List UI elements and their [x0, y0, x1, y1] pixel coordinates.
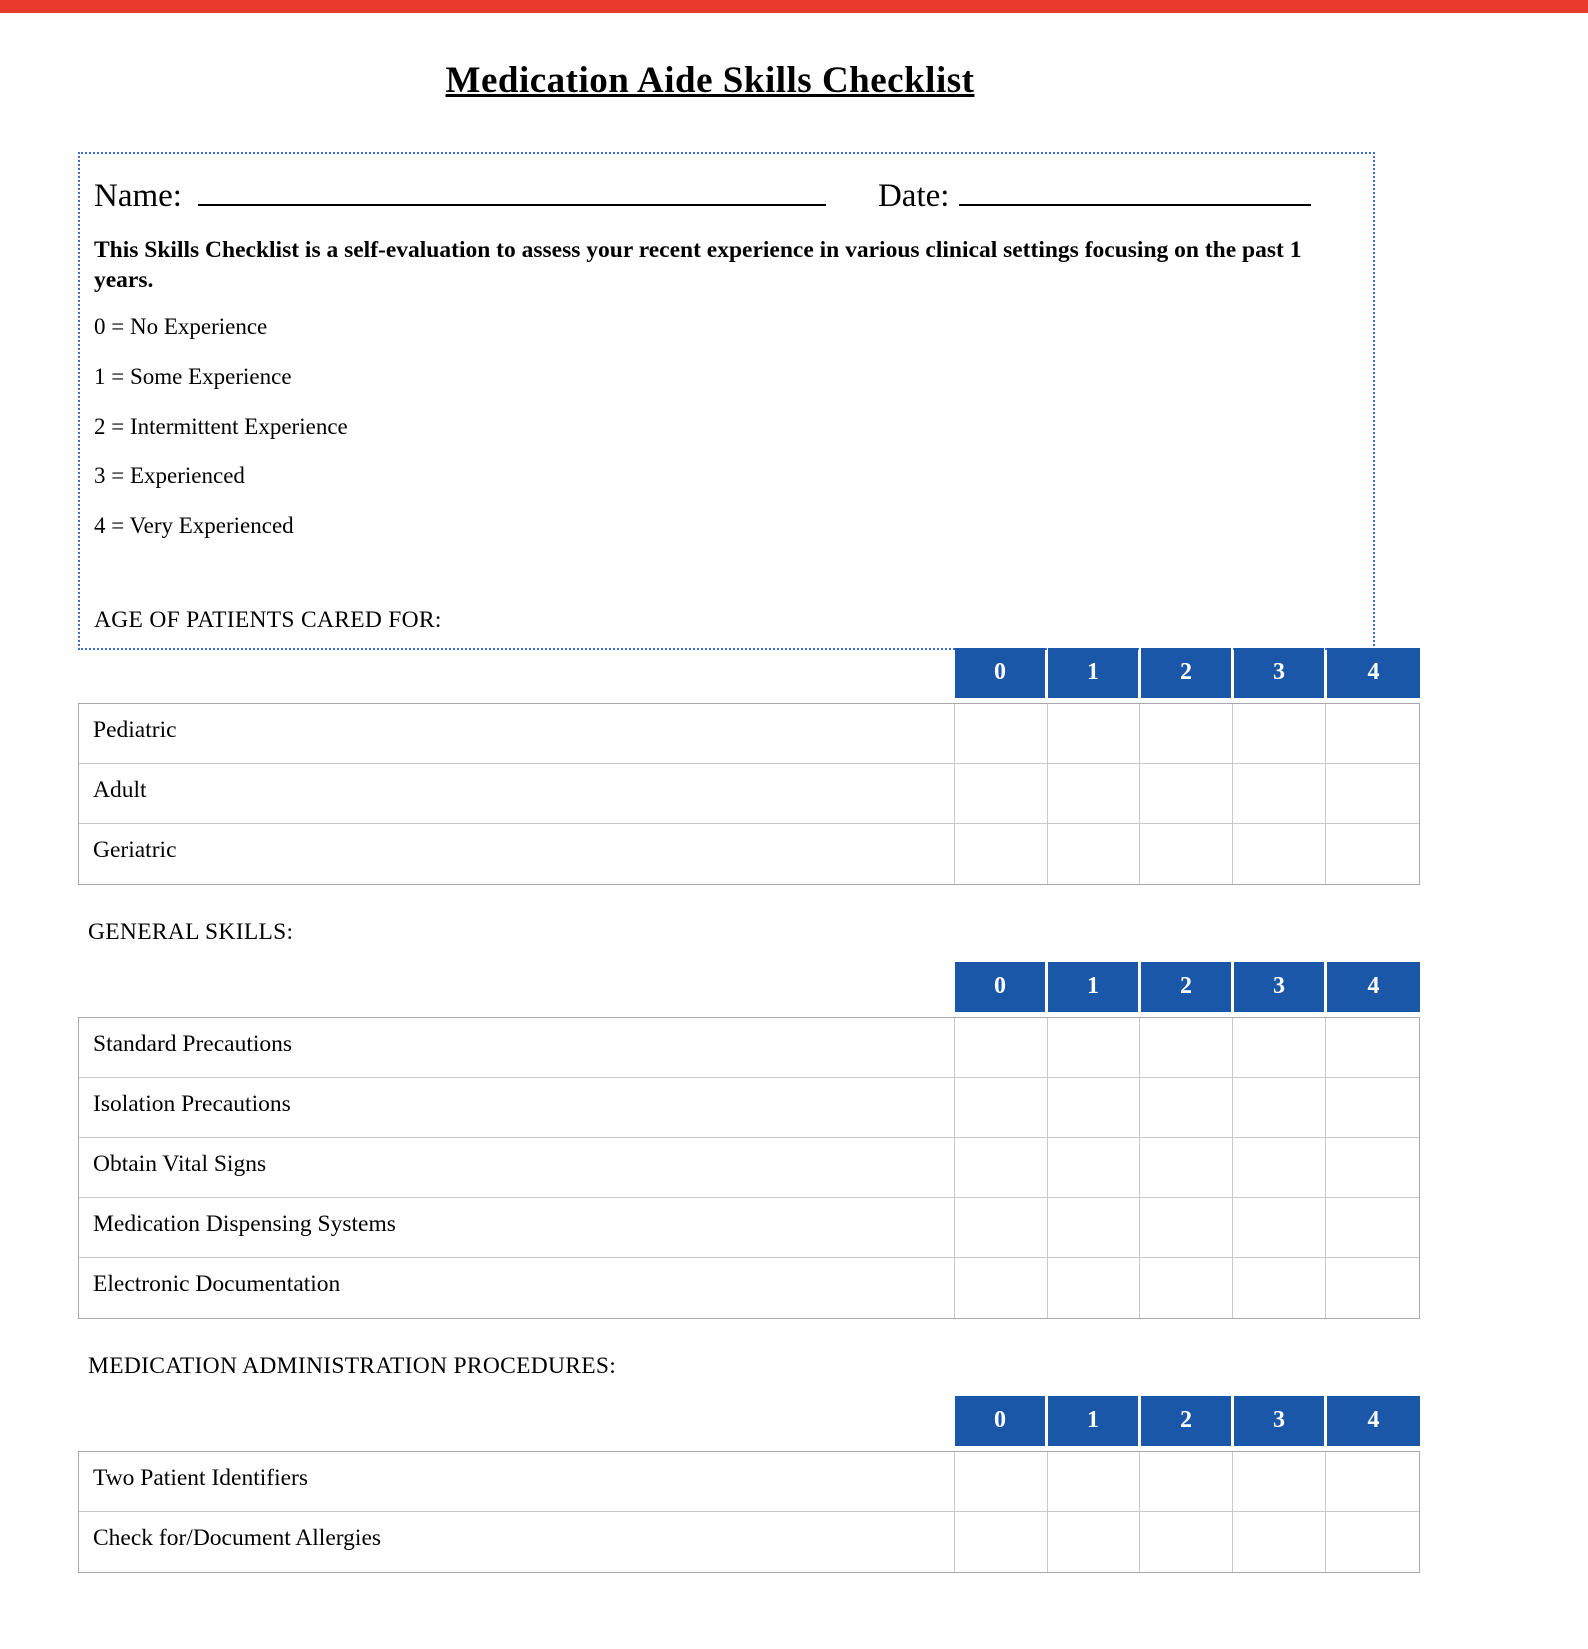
rating-cell[interactable] [1326, 1018, 1419, 1077]
rating-cell[interactable] [1233, 1258, 1326, 1318]
rating-cell[interactable] [955, 1138, 1048, 1197]
rating-scale-legend [94, 313, 1347, 541]
rating-col-1: 1 [1048, 962, 1138, 1012]
table-row [79, 1078, 1419, 1138]
intro-paragraph: This Skills Checklist is a self-evaluation to assess your recent experience in various clinical settings focusing on the past 1 years. [94, 237, 1302, 294]
row-label: Pediatric [79, 704, 955, 763]
rating-cell[interactable] [955, 1512, 1048, 1572]
table-row [79, 1512, 1419, 1572]
row-label: Two Patient Identifiers [79, 1452, 955, 1511]
rating-cell[interactable] [1048, 1512, 1141, 1572]
table-body [78, 1451, 1420, 1573]
name-input-line[interactable] [198, 172, 826, 206]
rating-cell[interactable] [1140, 1198, 1233, 1257]
rating-col-2: 2 [1141, 962, 1231, 1012]
rating-col-4: 4 [1327, 648, 1420, 698]
rating-cell[interactable] [1140, 764, 1233, 823]
rating-header-row [955, 962, 1420, 1012]
rating-col-4: 4 [1327, 962, 1420, 1012]
rating-cell[interactable] [1233, 1452, 1326, 1511]
rating-cell[interactable] [1233, 704, 1326, 763]
rating-cell[interactable] [1233, 824, 1326, 884]
rating-cell[interactable] [1233, 1138, 1326, 1197]
rating-col-3: 3 [1234, 1396, 1324, 1446]
rating-col-1: 1 [1048, 1396, 1138, 1446]
scale-item-0: 0 = No Experience [94, 314, 268, 340]
rating-cell[interactable] [1326, 1452, 1419, 1511]
table-row [79, 764, 1419, 824]
scale-item-1: 1 = Some Experience [94, 363, 292, 389]
rating-col-2: 2 [1141, 648, 1231, 698]
table-row [79, 1138, 1419, 1198]
rating-cell[interactable] [1048, 1138, 1141, 1197]
rating-cell[interactable] [955, 704, 1048, 763]
table-body [78, 1017, 1420, 1319]
rating-cell[interactable] [955, 1078, 1048, 1137]
rating-header-row [955, 648, 1420, 698]
rating-header-row [955, 1396, 1420, 1446]
table-row [79, 1018, 1419, 1078]
rating-cell[interactable] [1326, 1258, 1419, 1318]
rating-cell[interactable] [1140, 1258, 1233, 1318]
rating-cell[interactable] [955, 1198, 1048, 1257]
rating-cell[interactable] [955, 764, 1048, 823]
row-label: Medication Dispensing Systems [79, 1198, 955, 1257]
rating-col-4: 4 [1327, 1396, 1420, 1446]
rating-cell[interactable] [1140, 824, 1233, 884]
table-medication-administration [78, 1396, 1420, 1573]
rating-cell[interactable] [1140, 1078, 1233, 1137]
rating-cell[interactable] [1048, 1452, 1141, 1511]
row-label: Isolation Precautions [79, 1078, 955, 1137]
rating-cell[interactable] [1140, 1512, 1233, 1572]
rating-cell[interactable] [955, 1452, 1048, 1511]
name-label: Name: [94, 178, 182, 214]
rating-cell[interactable] [1048, 1078, 1141, 1137]
rating-cell[interactable] [1140, 1138, 1233, 1197]
rating-cell[interactable] [1140, 1452, 1233, 1511]
rating-cell[interactable] [1326, 704, 1419, 763]
rating-cell[interactable] [1140, 704, 1233, 763]
rating-cell[interactable] [1326, 1512, 1419, 1572]
rating-col-1: 1 [1048, 648, 1138, 698]
date-input-line[interactable] [959, 172, 1311, 206]
rating-col-0: 0 [955, 1396, 1045, 1446]
name-date-row [94, 172, 1347, 215]
rating-cell[interactable] [1326, 1198, 1419, 1257]
rating-cell[interactable] [1326, 1138, 1419, 1197]
rating-col-3: 3 [1234, 962, 1324, 1012]
row-label: Standard Precautions [79, 1018, 955, 1077]
table-row [79, 1198, 1419, 1258]
intro-selection-box [78, 152, 1375, 650]
rating-cell[interactable] [1048, 1258, 1141, 1318]
rating-cell[interactable] [1048, 1198, 1141, 1257]
row-label: Check for/Document Allergies [79, 1512, 955, 1572]
table-general-skills [78, 962, 1420, 1319]
date-label: Date: [877, 178, 950, 214]
table-age-of-patients [78, 648, 1420, 885]
rating-cell[interactable] [1048, 1018, 1141, 1077]
row-label: Obtain Vital Signs [79, 1138, 955, 1197]
section-heading-general-skills: GENERAL SKILLS: [88, 918, 294, 945]
table-row [79, 704, 1419, 764]
page-title: Medication Aide Skills Checklist [445, 60, 975, 101]
rating-col-0: 0 [955, 648, 1045, 698]
rating-cell[interactable] [1326, 1078, 1419, 1137]
rating-cell[interactable] [955, 1258, 1048, 1318]
row-label: Electronic Documentation [79, 1258, 955, 1318]
scale-item-2: 2 = Intermittent Experience [94, 413, 348, 439]
rating-cell[interactable] [1048, 824, 1141, 884]
table-row [79, 1452, 1419, 1512]
table-row [79, 824, 1419, 884]
scale-item-3: 3 = Experienced [94, 463, 245, 489]
rating-cell[interactable] [1048, 764, 1141, 823]
rating-cell[interactable] [1326, 764, 1419, 823]
scale-item-4: 4 = Very Experienced [94, 513, 294, 539]
rating-cell[interactable] [1233, 1512, 1326, 1572]
rating-cell[interactable] [1326, 824, 1419, 884]
rating-cell[interactable] [1048, 704, 1141, 763]
table-row [79, 1258, 1419, 1318]
rating-col-3: 3 [1234, 648, 1324, 698]
rating-cell[interactable] [955, 824, 1048, 884]
section-heading-age-of-patients: AGE OF PATIENTS CARED FOR: [94, 606, 442, 633]
table-body [78, 703, 1420, 885]
rating-cell[interactable] [1140, 1018, 1233, 1077]
rating-cell[interactable] [955, 1018, 1048, 1077]
rating-cell[interactable] [1233, 764, 1326, 823]
row-label: Adult [79, 764, 955, 823]
rating-cell[interactable] [1233, 1078, 1326, 1137]
rating-cell[interactable] [1233, 1198, 1326, 1257]
rating-col-0: 0 [955, 962, 1045, 1012]
section-heading-medication-administration: MEDICATION ADMINISTRATION PROCEDURES: [88, 1352, 617, 1379]
rating-col-2: 2 [1141, 1396, 1231, 1446]
rating-cell[interactable] [1233, 1018, 1326, 1077]
row-label: Geriatric [79, 824, 955, 884]
